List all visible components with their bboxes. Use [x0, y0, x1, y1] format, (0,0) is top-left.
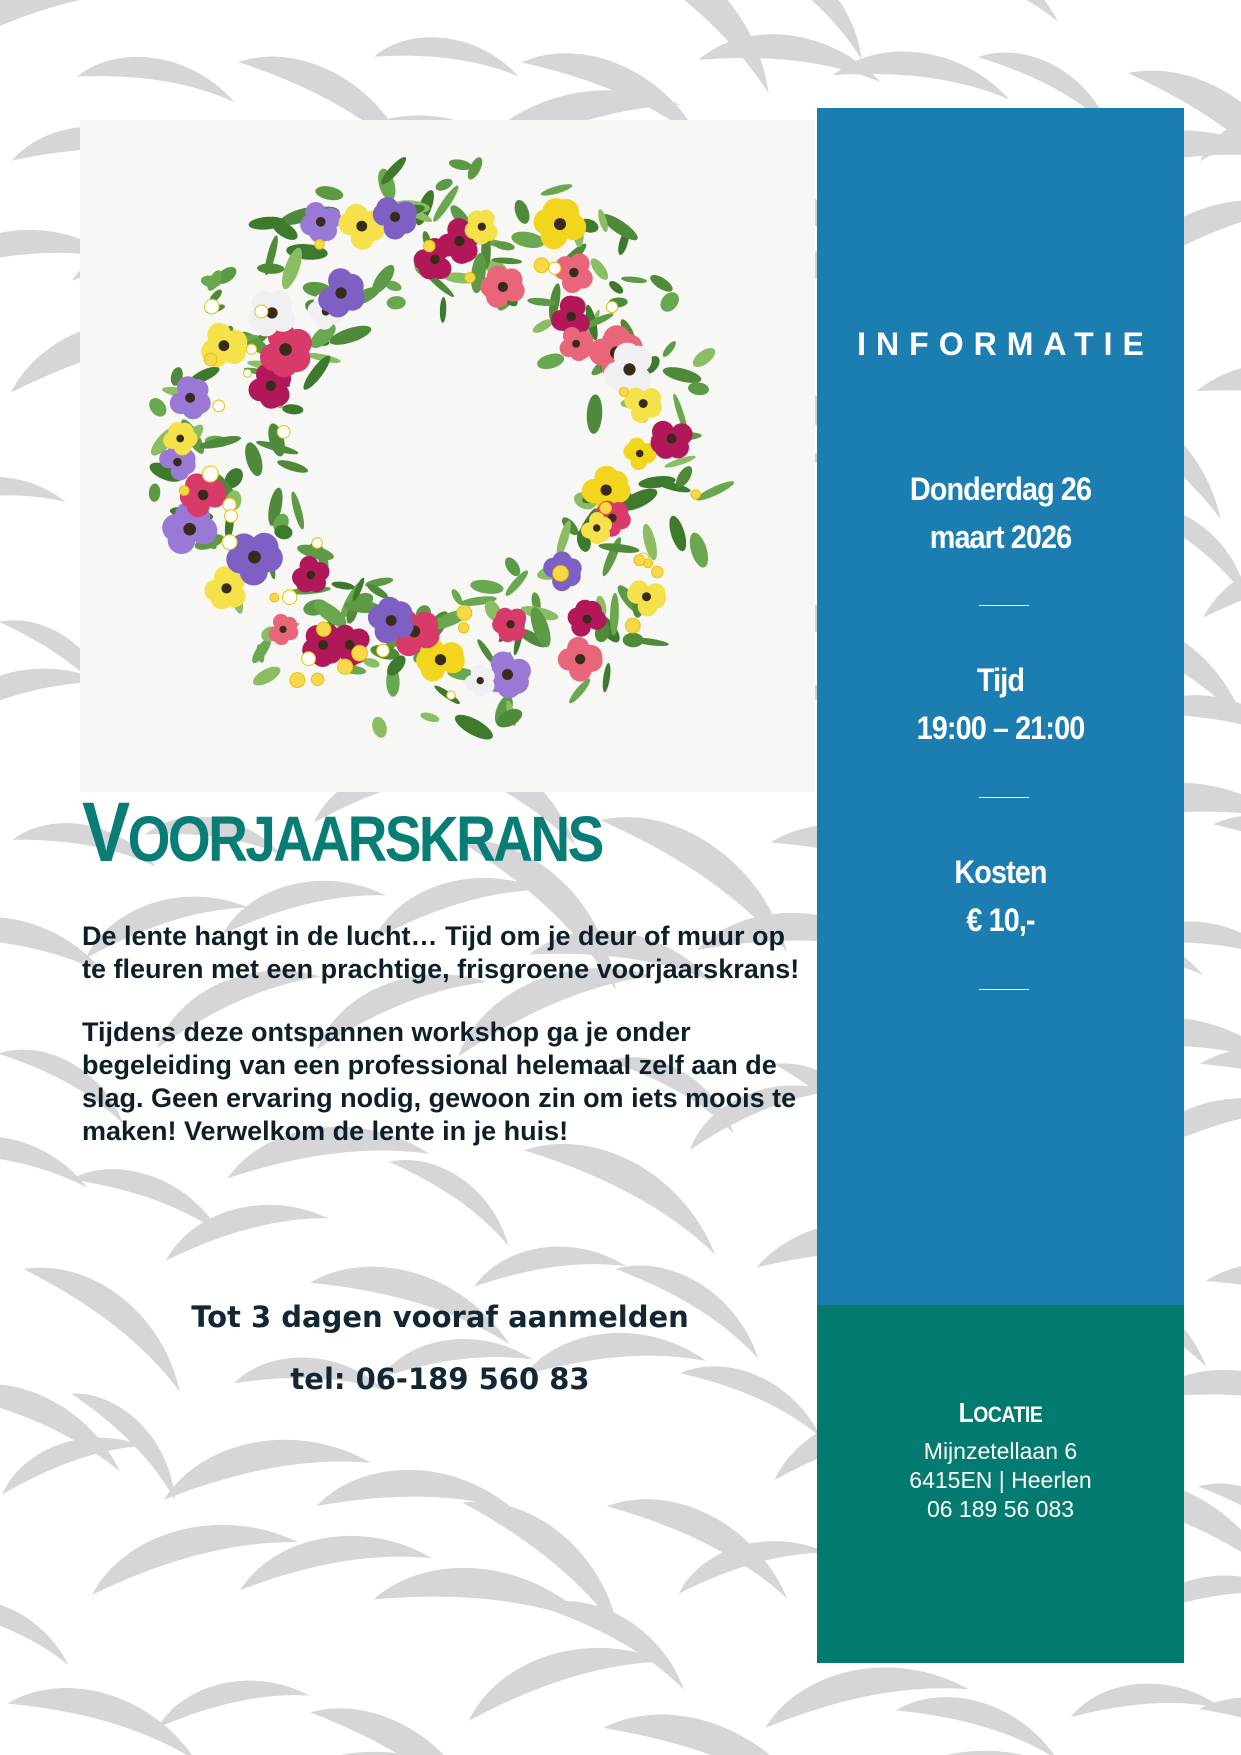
- intro-paragraph-2: Tijdens deze ontspannen workshop ga je onder begeleiding van een professional helemaal zelf aan de slag. Geen ervaring nodig, gewoon zin om iets moois te maken! Verwelkom de lente in je huis!: [82, 1017, 797, 1146]
- wreath-daisy: [225, 510, 238, 523]
- info-divider: [979, 605, 1029, 606]
- date-block: [835, 465, 1165, 561]
- cost-value: € 10,-: [966, 902, 1035, 938]
- flower-wreath-icon: [80, 120, 815, 792]
- info-divider: [979, 797, 1029, 798]
- wreath-daisy: [634, 555, 645, 566]
- info-panel: [817, 108, 1184, 1305]
- wreath-daisy: [457, 605, 472, 620]
- time-block: [835, 656, 1165, 752]
- wreath-daisy: [302, 652, 316, 666]
- title-rest: OORJAARSKRANS: [127, 803, 602, 875]
- wreath-daisy: [213, 400, 225, 412]
- intro-paragraph-1: De lente hangt in de lucht… Tijd om je deur of muur op te fleuren met een prachtige, frisgroene voorjaarskrans!: [82, 921, 800, 984]
- signup-deadline: Tot 3 dagen vooraf aanmelden: [191, 1300, 689, 1334]
- wreath-photo: [80, 120, 815, 792]
- wreath-daisy: [277, 426, 290, 439]
- info-heading: INFORMATIE: [857, 326, 1154, 362]
- wreath-daisy: [222, 535, 237, 550]
- wreath-daisy: [179, 486, 189, 496]
- wreath-daisy: [338, 659, 353, 674]
- wreath-daisy: [534, 258, 549, 273]
- time-value: 19:00 – 21:00: [916, 710, 1085, 746]
- date-line-2: maart 2026: [929, 519, 1072, 555]
- wreath-daisy: [447, 691, 455, 699]
- wreath-daisy: [205, 299, 220, 314]
- location-heading: [839, 1397, 1162, 1429]
- location-phone: 06 189 56 083: [926, 1496, 1075, 1522]
- wreath-daisy: [600, 502, 612, 514]
- wreath-daisy: [283, 590, 297, 604]
- cost-block: [835, 848, 1165, 944]
- wreath-daisy: [352, 645, 368, 661]
- address-street: Mijnzetellaan 6: [923, 1438, 1078, 1464]
- signup-info: [80, 1302, 800, 1394]
- wreath-daisy: [290, 673, 305, 688]
- location-address: [817, 1437, 1184, 1524]
- page-title: [82, 785, 701, 879]
- wreath-daisy: [553, 566, 569, 582]
- wreath-daisy: [424, 240, 436, 252]
- wreath-daisy: [246, 344, 256, 354]
- wreath-daisy: [204, 353, 217, 366]
- cost-label: Kosten: [954, 854, 1047, 890]
- wreath-daisy: [619, 387, 628, 396]
- wreath-daisy: [317, 622, 331, 636]
- wreath-daisy: [270, 593, 279, 602]
- wreath-daisy: [606, 301, 617, 312]
- wreath-daisy: [243, 369, 251, 377]
- wreath-flower: [651, 421, 693, 459]
- location-heading-rest: OCATIE: [973, 1402, 1043, 1427]
- time-label: Tijd: [976, 662, 1025, 698]
- date-line-1: Donderdag 26: [909, 471, 1092, 507]
- wreath-daisy: [465, 273, 475, 283]
- location-panel: [817, 1305, 1184, 1663]
- signup-phone: tel: 06-189 560 83: [290, 1362, 590, 1396]
- wreath-daisy: [311, 673, 323, 685]
- intro-text: [82, 920, 802, 1178]
- location-heading-first: L: [958, 1397, 974, 1428]
- wreath-daisy: [626, 618, 641, 633]
- wreath-daisy: [255, 305, 268, 318]
- wreath-daisy: [377, 644, 390, 657]
- wreath-daisy: [202, 466, 218, 482]
- wreath-daisy: [691, 490, 700, 499]
- wreath-daisy: [459, 623, 469, 633]
- info-divider: [979, 989, 1029, 990]
- wreath-daisy: [652, 566, 663, 577]
- address-city: 6415EN | Heerlen: [909, 1467, 1092, 1493]
- wreath-daisy: [549, 262, 561, 274]
- wreath-daisy: [315, 240, 325, 250]
- title-first-letter: V: [82, 785, 128, 879]
- wreath-daisy: [312, 538, 323, 549]
